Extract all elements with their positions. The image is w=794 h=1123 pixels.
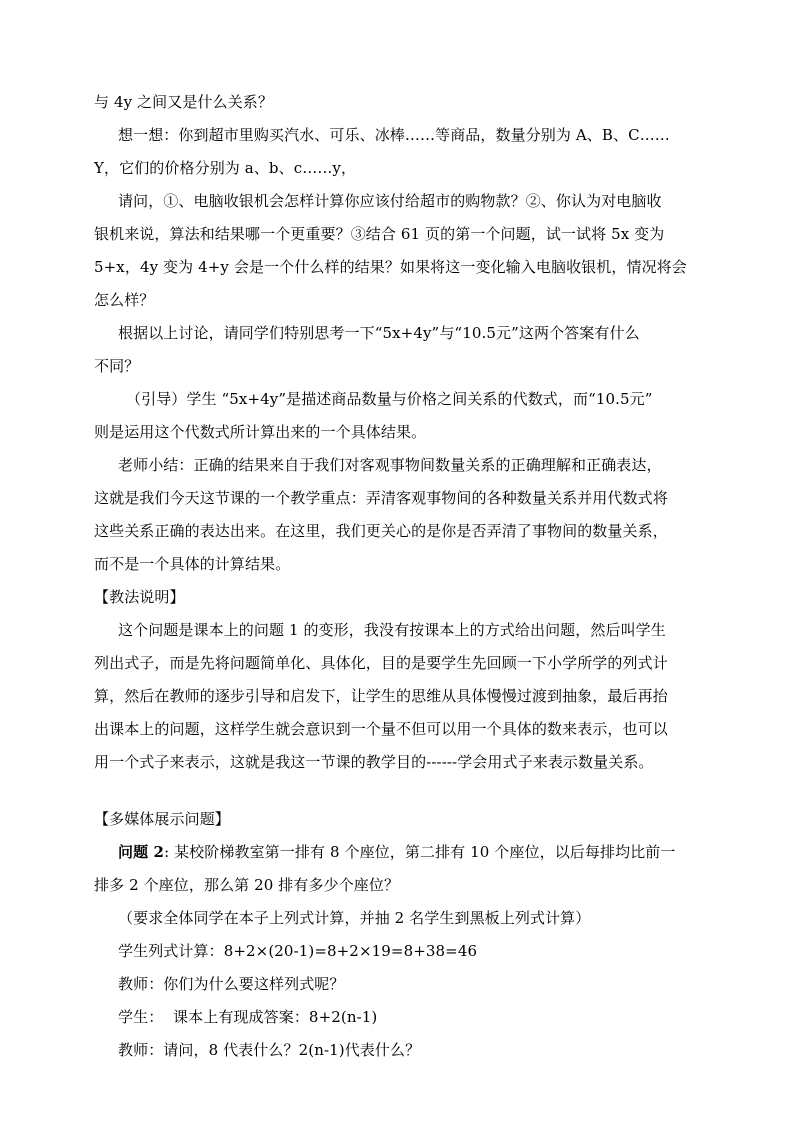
paragraph-line: 请问，①、电脑收银机会怎样计算你应该付给超市的购物款？②、你认为对电脑收 [118,192,662,210]
paragraph-line: 根据以上讨论，请同学们特别思考一下“5x+4y”与“10.5元”这两个答案有什么 [118,324,640,342]
paragraph-line: 想一想：你到超市里购买汽水、可乐、冰棒……等商品，数量分别为 A、B、C…… [118,126,670,144]
paragraph-line: 与 4y 之间又是什么关系？ [94,93,273,111]
paragraph-line: 这个问题是课本上的问题 1 的变形，我没有按课本上的方式给出问题，然后叫学生 [118,621,666,639]
paragraph-line: 银机来说，算法和结果哪一个更重要？③结合 61 页的第一个问题，试一试将 5x 变为 [94,225,665,243]
problem-label: 问题 2 [118,843,165,861]
paragraph-line: Y，它们的价格分别为 a、b、c……y， [94,159,357,177]
paragraph-line: 用一个式子来表示，这就是我这一节课的教学目的------学会用式子来表示数量关系。 [94,753,654,771]
paragraph-line: 算，然后在教师的逐步引导和启发下，让学生的思维从具体慢慢过渡到抽象，最后再抬 [94,687,668,705]
paragraph-line: 学生列式计算：8+2×(20-1)=8+2×19=8+38=46 [118,942,478,960]
paragraph-line [118,842,676,862]
paragraph-text: : 某校阶梯教室第一排有 8 个座位，第二排有 10 个座位，以后每排均比前一 [164,843,676,861]
paragraph-line: 列出式子，而是先将问题简单化、具体化，目的是要学生先回顾一下小学所学的列式计 [94,654,668,672]
paragraph-line: 出课本上的问题，这样学生就会意识到一个量不但可以用一个具体的数来表示，也可以 [94,720,668,738]
paragraph-line: （引导）学生 “5x+4y”是描述商品数量与价格之间关系的代数式，而“10.5元” [126,390,653,408]
paragraph-line: 老师小结：正确的结果来自于我们对客观事物间数量关系的正确理解和正确表达， [118,456,662,474]
paragraph-line: 而不是一个具体的计算结果。 [94,555,291,573]
section-heading: 【多媒体展示问题】 [94,810,230,828]
paragraph-line: 学生： 课本上有现成答案：8+2(n-1) [118,1008,378,1026]
paragraph-line: 不同？ [94,357,140,375]
paragraph-line: 教师：你们为什么要这样列式呢？ [118,975,345,993]
paragraph-line: 怎么样？ [94,291,155,309]
paragraph-line: 这些关系正确的表达出来。在这里，我们更关心的是你是否弄清了事物间的数量关系， [94,522,668,540]
paragraph-line: 排多 2 个座位，那么第 20 排有多少个座位？ [94,876,400,894]
paragraph-line: 则是运用这个代数式所计算出来的一个具体结果。 [94,423,427,441]
paragraph-line: 这就是我们今天这节课的一个教学重点：弄清客观事物间的各种数量关系并用代数式将 [94,489,668,507]
paragraph-line: （要求全体同学在本子上列式计算，并抽 2 名学生到黑板上列式计算） [118,909,591,927]
paragraph-line: 5+x，4y 变为 4+y 会是一个什么样的结果？如果将这一变化输入电脑收银机，情况将会 [94,258,687,276]
paragraph-line: 教师：请问，8 代表什么？2(n-1)代表什么？ [118,1041,421,1059]
section-heading: 【教法说明】 [94,588,185,606]
